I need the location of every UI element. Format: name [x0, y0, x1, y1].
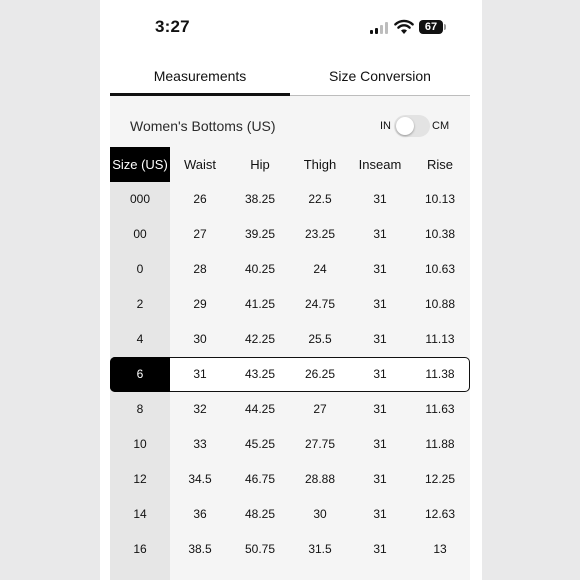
size-chart-panel	[110, 96, 470, 580]
cell-rise: 13	[433, 542, 447, 556]
cell-waist: 34.5	[188, 472, 212, 486]
table-row[interactable]	[110, 427, 470, 462]
cell-inseam: 31	[373, 507, 387, 521]
cell-size: 000	[129, 192, 151, 206]
table-row[interactable]	[110, 252, 470, 287]
cell-rise: 10.88	[424, 297, 456, 311]
cell-rise: 11.63	[425, 402, 455, 416]
wifi-icon	[394, 19, 414, 35]
cell-waist: 27	[193, 227, 207, 241]
cell-size: 00	[133, 227, 147, 241]
battery-icon	[419, 20, 443, 34]
cell-thigh: 27	[313, 402, 327, 416]
cell-waist: 36	[193, 507, 207, 521]
cell-inseam: 31	[373, 472, 387, 486]
phone-screen	[100, 0, 482, 580]
signal-icon	[370, 22, 388, 34]
cell-rise: 11.38	[425, 367, 455, 381]
table-row[interactable]	[110, 182, 470, 217]
cell-hip: 42.25	[244, 332, 276, 346]
unit-toggle[interactable]	[394, 115, 430, 137]
cell-inseam: 31	[373, 542, 387, 556]
cell-thigh: 24	[313, 262, 327, 276]
column-header-size: Size (US)	[110, 147, 170, 182]
cell-thigh: 22.5	[308, 192, 332, 206]
cell-hip: 38.25	[244, 192, 276, 206]
cell-waist: 29	[193, 297, 207, 311]
table-header	[110, 147, 470, 182]
cell-hip: 48.25	[244, 507, 276, 521]
battery-cap	[444, 24, 446, 30]
cell-rise: 10.38	[424, 227, 456, 241]
chart-title: Women's Bottoms (US)	[130, 118, 276, 134]
status-bar	[100, 0, 482, 56]
cell-waist: 38.5	[188, 542, 212, 556]
cell-waist: 31	[193, 367, 207, 381]
unit-label-in: IN	[380, 120, 391, 132]
cell-size: 0	[136, 262, 144, 276]
cell-waist: 33	[193, 437, 207, 451]
cell-thigh: 26.25	[304, 367, 336, 381]
tab-bar	[110, 62, 470, 96]
cell-thigh: 30	[313, 507, 327, 521]
status-time: 3:27	[155, 17, 190, 36]
tab-measurements[interactable]: Measurements	[153, 68, 247, 84]
cell-size: 8	[136, 402, 144, 416]
cell-waist: 26	[193, 192, 207, 206]
cell-hip: 46.75	[244, 472, 276, 486]
cell-size: 12	[133, 472, 147, 486]
toggle-knob	[396, 117, 414, 135]
cell-rise: 12.25	[424, 472, 456, 486]
cell-inseam: 31	[373, 192, 387, 206]
unit-label-cm: CM	[432, 120, 450, 132]
cell-size: 4	[136, 332, 144, 346]
cell-waist: 32	[193, 402, 207, 416]
cell-inseam: 31	[373, 262, 387, 276]
column-header-inseam: Inseam	[358, 157, 402, 172]
table-row-selected[interactable]	[110, 357, 470, 392]
cell-inseam: 31	[373, 332, 387, 346]
cell-hip: 44.25	[244, 402, 276, 416]
cell-thigh: 28.88	[304, 472, 336, 486]
cell-rise: 11.13	[425, 332, 455, 346]
cell-thigh: 24.75	[304, 297, 336, 311]
cell-hip: 41.25	[244, 297, 276, 311]
cell-hip: 40.25	[244, 262, 276, 276]
table-row[interactable]	[110, 497, 470, 532]
cell-rise: 10.13	[424, 192, 456, 206]
cell-inseam: 31	[373, 437, 387, 451]
cell-hip: 45.25	[244, 437, 276, 451]
battery-level: 67	[424, 21, 438, 33]
cell-thigh: 23.25	[304, 227, 336, 241]
cell-hip: 39.25	[244, 227, 276, 241]
column-header-thigh: Thigh	[303, 157, 337, 172]
cell-size: 10	[133, 437, 147, 451]
cell-rise: 10.63	[424, 262, 456, 276]
cell-rise: 11.88	[425, 437, 455, 451]
cell-waist: 30	[193, 332, 207, 346]
cell-hip: 43.25	[244, 367, 276, 381]
table-row[interactable]	[110, 287, 470, 322]
cell-inseam: 31	[373, 297, 387, 311]
cell-thigh: 25.5	[308, 332, 332, 346]
cell-waist: 28	[193, 262, 207, 276]
column-header-waist: Waist	[183, 157, 217, 172]
cell-inseam: 31	[373, 402, 387, 416]
table-row[interactable]	[110, 462, 470, 497]
table-row[interactable]	[110, 217, 470, 252]
tab-size-conversion[interactable]: Size Conversion	[329, 68, 431, 84]
cell-size: 16	[133, 542, 147, 556]
cell-thigh: 31.5	[308, 542, 332, 556]
table-row[interactable]	[110, 532, 470, 567]
cell-thigh: 27.75	[304, 437, 336, 451]
cell-inseam: 31	[373, 367, 387, 381]
cell-inseam: 31	[373, 227, 387, 241]
cell-size: 6	[110, 357, 170, 392]
cell-hip: 50.75	[244, 542, 276, 556]
column-header-hip: Hip	[250, 157, 270, 172]
cell-rise: 12.63	[424, 507, 456, 521]
column-header-rise: Rise	[426, 157, 453, 172]
cell-size: 14	[133, 507, 147, 521]
table-row[interactable]	[110, 322, 470, 357]
table-row[interactable]	[110, 392, 470, 427]
cell-size: 2	[136, 297, 144, 311]
